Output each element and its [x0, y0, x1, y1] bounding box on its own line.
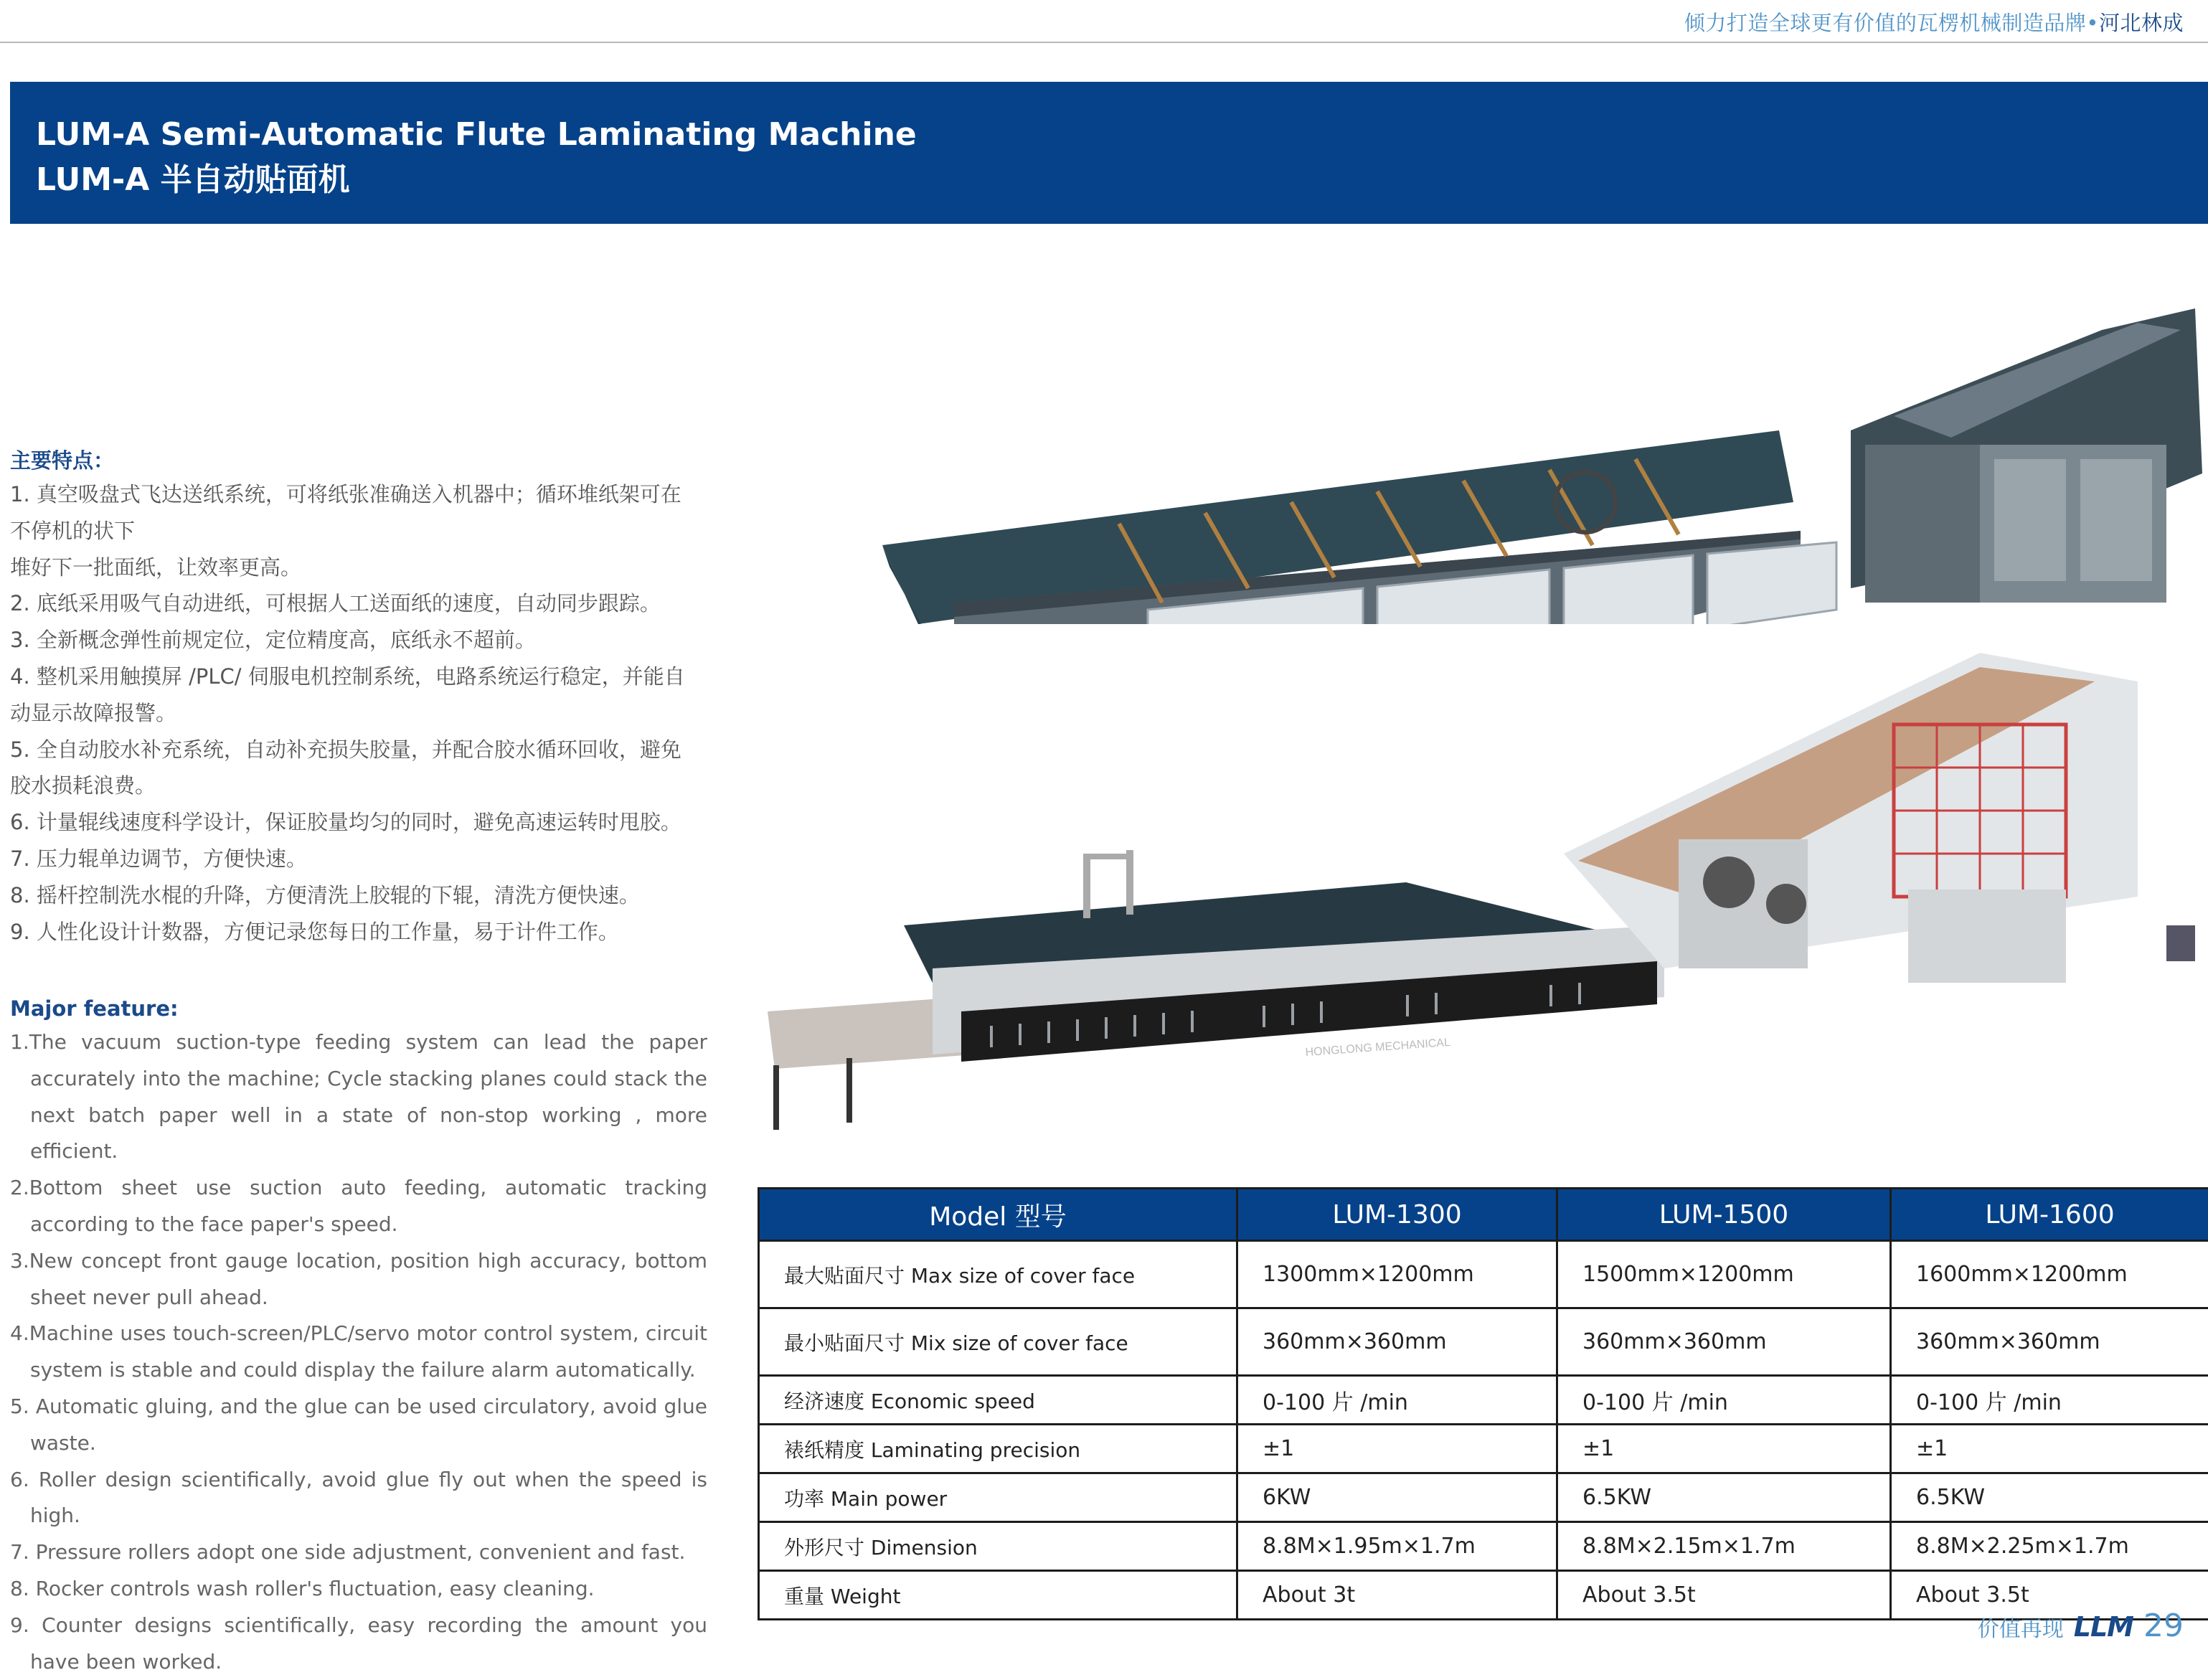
slogan-text: 倾力打造全球更有价值的瓦楞机械制造品牌 [1684, 11, 2087, 35]
cell-value: 8.8M×1.95m×1.7m [1237, 1522, 1557, 1571]
title-english: LUM-A Semi-Automatic Flute Laminating Machine [36, 116, 917, 153]
cell-value: About 3.5t [1891, 1571, 2208, 1620]
cell-value: 1500mm×1200mm [1557, 1241, 1891, 1308]
feature-en-item: 8. Rocker controls wash roller's fluctuation, easy cleaning. [10, 1571, 707, 1608]
features-en-section [10, 993, 707, 1680]
cell-value: 8.8M×2.15m×1.7m [1557, 1522, 1891, 1571]
page-footer [1978, 1608, 2184, 1644]
cell-value: 1600mm×1200mm [1891, 1241, 2208, 1308]
feature-en-item: 7. Pressure rollers adopt one side adjustment, convenient and fast. [10, 1534, 707, 1571]
label-lum-a: LUM-A [792, 462, 855, 486]
cell-value: ±1 [1891, 1425, 2208, 1473]
table-row [759, 1376, 2208, 1425]
cell-value: ±1 [1557, 1425, 1891, 1473]
feature-cn-item: 8. 摇杆控制洗水棍的升降，方便清洗上胶辊的下辊，清洗方便快速。 [10, 877, 707, 914]
feature-cn-item: 9. 人性化设计计数器，方便记录您每日的工作量，易于计件工作。 [10, 914, 707, 950]
feature-cn-item: 7. 压力辊单边调节，方便快速。 [10, 841, 707, 877]
cell-value: 360mm×360mm [1891, 1308, 2208, 1376]
row-label: 经济速度 Economic speed [759, 1376, 1237, 1425]
row-label: 最小贴面尺寸 Mix size of cover face [759, 1308, 1237, 1376]
spec-table-header-row [759, 1189, 2208, 1241]
row-label: 最大贴面尺寸 Max size of cover face [759, 1241, 1237, 1308]
footer-logo: LLM [2074, 1611, 2133, 1643]
features-cn-list [10, 476, 707, 950]
spec-table [758, 1187, 2208, 1620]
col-header-lum-1500: LUM-1500 [1557, 1189, 1891, 1241]
feature-en-item: 5. Automatic gluing, and the glue can be used circulatory, avoid glue waste. [10, 1389, 707, 1462]
feature-cn-item: 5. 全自动胶水补充系统，自动补充损失胶量，并配合胶水循环回收，避免 [10, 732, 707, 768]
feature-cn-item: 2. 底纸采用吸气自动进纸，可根据人工送面纸的速度，自动同步跟踪。 [10, 585, 707, 622]
feature-en-item: 9. Counter designs scientifically, easy recording the amount you have been worked. [10, 1608, 707, 1680]
table-row [759, 1241, 2208, 1308]
feature-en-item: 6. Roller design scientifically, avoid glue fly out when the speed is high. [10, 1462, 707, 1535]
title-chinese: LUM-A 半自动贴面机 [36, 154, 350, 199]
cell-value: 0-100 片 /min [1891, 1376, 2208, 1425]
table-row [759, 1473, 2208, 1522]
top-divider [0, 42, 2208, 43]
cell-value: 1300mm×1200mm [1237, 1241, 1557, 1308]
cell-value: 360mm×360mm [1237, 1308, 1557, 1376]
row-label: 裱纸精度 Laminating precision [759, 1425, 1237, 1473]
footer-tagline: 价值再现 [1978, 1611, 2064, 1643]
slogan-brand: 河北林成 [2099, 11, 2184, 35]
machine-watermark: HONGLONG MECHANICAL [1305, 1037, 1450, 1059]
feature-cn-item: 动显示故障报警。 [10, 695, 707, 732]
features-cn-title: 主要特点： [10, 445, 707, 476]
cell-value: 0-100 片 /min [1557, 1376, 1891, 1425]
feature-cn-item: 6. 计量辊线速度科学设计，保证胶量均匀的同时，避免高速运转时甩胶。 [10, 804, 707, 841]
feature-en-item: 3.New concept front gauge location, position high accuracy, bottom sheet never pull ahead. [10, 1243, 707, 1316]
title-banner [10, 82, 2208, 224]
lum-b-machine-photo [760, 624, 2202, 1141]
table-row [759, 1522, 2208, 1571]
col-header-model: Model 型号 [759, 1189, 1237, 1241]
cell-value: 8.8M×2.25m×1.7m [1891, 1522, 2208, 1571]
col-header-lum-1600: LUM-1600 [1891, 1189, 2208, 1241]
feature-en-item: 1.The vacuum suction-type feeding system can lead the paper accurately into the machine; Cycle stacking planes could stack the next batch paper well in a state of non-stop working , more efficient. [10, 1024, 707, 1170]
cell-value: 0-100 片 /min [1237, 1376, 1557, 1425]
features-en-list [10, 1024, 707, 1680]
header-slogan [1684, 7, 2184, 37]
row-label: 外形尺寸 Dimension [759, 1522, 1237, 1571]
slogan-separator: • [2086, 11, 2099, 35]
row-label: 重量 Weight [759, 1571, 1237, 1620]
row-label: 功率 Main power [759, 1473, 1237, 1522]
page-number: 29 [2143, 1608, 2184, 1644]
feature-en-item: 2.Bottom sheet use suction auto feeding, automatic tracking according to the face paper's speed. [10, 1170, 707, 1243]
cell-value: About 3t [1237, 1571, 1557, 1620]
col-header-lum-1300: LUM-1300 [1237, 1189, 1557, 1241]
features-en-title: Major feature: [10, 993, 707, 1024]
feature-cn-item: 不停机的状下 [10, 513, 707, 549]
cell-value: 6KW [1237, 1473, 1557, 1522]
feature-en-item: 4.Machine uses touch-screen/PLC/servo motor control system, circuit system is stable and could display the failure alarm automatically. [10, 1316, 707, 1389]
cell-value: 6.5KW [1891, 1473, 2208, 1522]
cell-value: ±1 [1237, 1425, 1557, 1473]
cell-value: About 3.5t [1557, 1571, 1891, 1620]
features-cn-section [10, 445, 707, 950]
table-row [759, 1425, 2208, 1473]
feature-cn-item: 堆好下一批面纸，让效率更高。 [10, 549, 707, 586]
feature-cn-item: 3. 全新概念弹性前规定位，定位精度高，底纸永不超前。 [10, 622, 707, 659]
label-lum-b: LUM-B [792, 881, 854, 905]
feature-cn-item: 胶水损耗浪费。 [10, 768, 707, 804]
cell-value: 6.5KW [1557, 1473, 1891, 1522]
feature-cn-item: 1. 真空吸盘式飞达送纸系统，可将纸张准确送入机器中；循环堆纸架可在 [10, 476, 707, 513]
table-row [759, 1308, 2208, 1376]
feature-cn-item: 4. 整机采用触摸屏 /PLC/ 伺服电机控制系统，电路系统运行稳定，并能自 [10, 659, 707, 695]
cell-value: 360mm×360mm [1557, 1308, 1891, 1376]
